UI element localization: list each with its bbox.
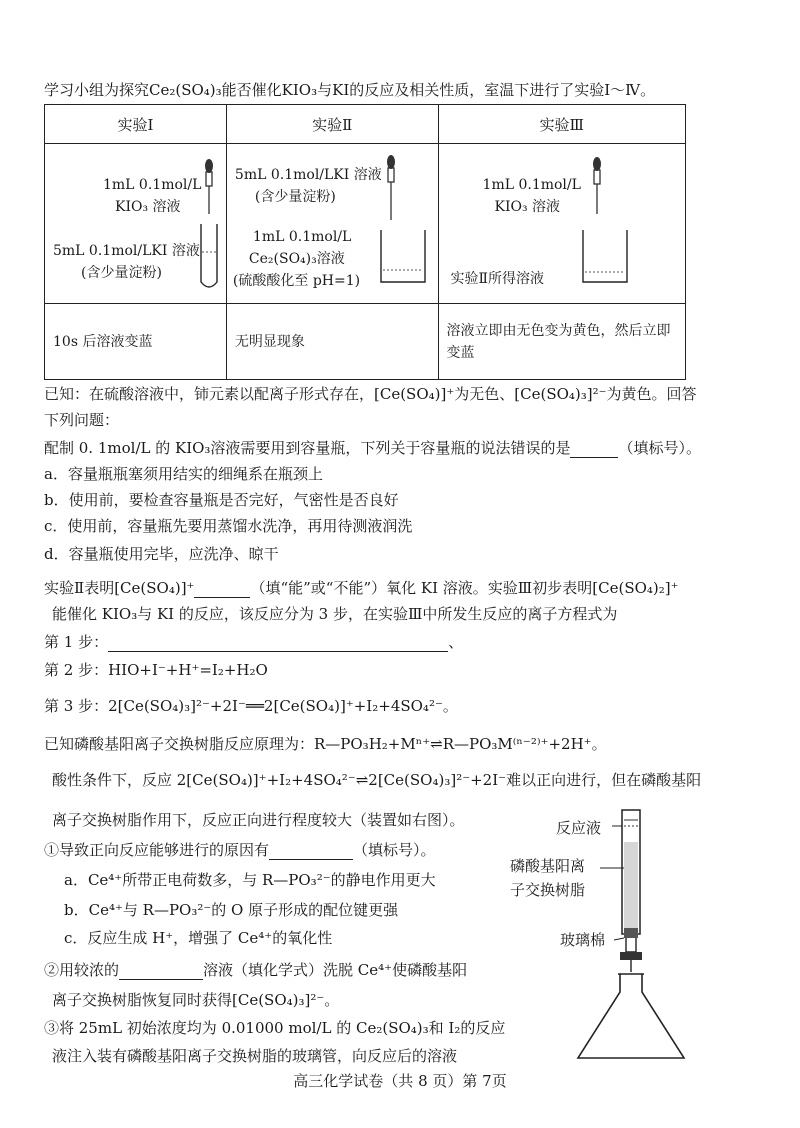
- exp2-reagent-top-2: (含少量淀粉): [254, 189, 336, 205]
- exp1-result: 10s 后溶液变蓝: [45, 304, 227, 380]
- header-exp3: 实验Ⅲ: [438, 105, 685, 144]
- step-1-tail: 、: [448, 633, 464, 651]
- exp2-reagent-bottom-1: 1mL 0.1mol/L: [252, 229, 352, 245]
- q2-text-b: （填“能”或“不能”）氧化 KI 溶液。实验Ⅲ初步表明[Ce(SO₄)₂]⁺: [250, 579, 679, 597]
- experiment-table: [44, 104, 686, 380]
- q3-line-3: 离子交换树脂作用下，反应正向进行程度较大（装置如右图）。: [52, 811, 465, 829]
- exp2-reagent-bottom-2: Ce₂(SO₄)₃溶液: [248, 251, 345, 267]
- q3-option-a: a．Ce⁴⁺所带正电荷数多，与 R—PO₃²⁻的静电作用更大: [64, 871, 436, 889]
- q3-option-b: b．Ce⁴⁺与 R—PO₃²⁻的 O 原子形成的配位键更强: [64, 901, 399, 919]
- step-2: 第 2 步：HIO+I⁻+H⁺=I₂+H₂O: [44, 661, 268, 679]
- exp1-reagent-top-1: 1mL 0.1mol/L: [103, 177, 202, 193]
- q2-answer-blank[interactable]: [194, 581, 250, 598]
- exp3-reagent-top-1: 1mL 0.1mol/L: [482, 177, 581, 193]
- exp3-reagent-bottom-1: 实验Ⅱ所得溶液: [450, 271, 545, 287]
- exp1-reagent-bottom-2: (含少量淀粉): [81, 265, 162, 281]
- exp1-diagram-cell: [45, 144, 227, 304]
- q3-sub2-answer-blank[interactable]: [119, 963, 203, 980]
- q1-option-c: c．使用前，容量瓶先要用蒸馏水洗净，再用待测液润洗: [44, 517, 413, 535]
- q3-sub2: [44, 960, 467, 980]
- q2-text-a: 实验Ⅱ表明[Ce(SO₄)]⁺: [44, 579, 195, 597]
- label-resin-1: 磷酸基阳离: [510, 857, 586, 875]
- known-line-2: 下列问题：: [44, 411, 120, 429]
- q2-line-2: 能催化 KIO₃与 KI 的反应，该反应分为 3 步，在实验Ⅲ中所发生反应的离子方程式为: [52, 605, 618, 623]
- exp3-reagent-top-2: KIO₃ 溶液: [494, 199, 561, 215]
- exp1-reagent-bottom-1: 5mL 0.1mol/LKI 溶液: [53, 243, 200, 259]
- label-reaction-liquid: 反应液: [556, 819, 602, 837]
- beaker-dropper-icon: [579, 150, 649, 300]
- q3-sub2-text-b: 溶液（填化学式）洗脱 Ce⁴⁺使磷酸基阳: [203, 961, 468, 979]
- q3-sub3-line-2: 液注入装有磷酸基阳离子交换树脂的玻璃管，向反应后的溶液: [52, 1047, 458, 1065]
- ion-exchange-column-icon: [568, 806, 698, 1066]
- q1-option-a: a．容量瓶瓶塞须用结实的细绳系在瓶颈上: [44, 465, 323, 483]
- q3-sub2-text-a: ②用较浓的: [44, 961, 120, 979]
- q3-option-c: c．反应生成 H⁺，增强了 Ce⁴⁺的氧化性: [64, 929, 333, 947]
- q1-tail: （填标号）。: [618, 439, 701, 457]
- exp2-diagram-cell: [226, 144, 438, 304]
- known-line-1: 已知：在硫酸溶液中，铈元素以配离子形式存在，[Ce(SO₄)]⁺为无色、[Ce(SO₄)₃]²⁻为黄色。回答: [44, 385, 697, 403]
- header-exp1: 实验Ⅰ: [45, 105, 227, 144]
- exp2-result: 无明显现象: [226, 304, 438, 380]
- label-glass-wool: 玻璃棉: [560, 931, 606, 949]
- q3-sub1-answer-blank[interactable]: [269, 843, 353, 860]
- exp2-reagent-bottom-3: (硫酸酸化至 pH=1): [232, 273, 361, 289]
- q3-line-2: 酸性条件下，反应 2[Ce(SO₄)]⁺+I₂+4SO₄²⁻⇌2[Ce(SO₄)₃]²⁻+2I⁻难以正向进行，但在磷酸基阳: [52, 771, 702, 789]
- beaker-dropper-icon: [375, 150, 435, 300]
- label-resin-2: 子交换树脂: [510, 881, 586, 899]
- header-exp2: 实验Ⅱ: [226, 105, 438, 144]
- exp2-reagent-top-1: 5mL 0.1mol/LKI 溶液: [234, 167, 382, 183]
- step-1-answer-blank[interactable]: [108, 635, 448, 652]
- intro-text: 学习小组为探究Ce₂(SO₄)₃能否催化KIO₃与KI的反应及相关性质，室温下进行了实验Ⅰ～Ⅳ。: [44, 81, 656, 99]
- q3-sub1: [44, 840, 436, 860]
- q1-option-b: b．使用前，要检查容量瓶是否完好，气密性是否良好: [44, 491, 399, 509]
- exp3-diagram-cell: [438, 144, 685, 304]
- q3-sub3-line-1: ③将 25mL 初始浓度均为 0.01000 mol/L 的 Ce₂(SO₄)₃和 I₂的反应: [44, 1019, 506, 1037]
- q1-answer-blank[interactable]: [570, 441, 618, 458]
- q3-line-1: 已知磷酸基阳离子交换树脂反应原理为：R—PO₃H₂+Mⁿ⁺⇌R—PO₃M⁽ⁿ⁻²⁾⁺+2H⁺。: [44, 735, 607, 753]
- q2-stem: [44, 578, 679, 598]
- step-1: [44, 632, 463, 652]
- q3-sub1-text: ①导致正向反应能够进行的原因有: [44, 841, 270, 859]
- q1-stem: [44, 438, 701, 458]
- exp3-result: 溶液立即由无色变为黄色，然后立即变蓝: [438, 304, 685, 380]
- step-1-label: 第 1 步：: [44, 633, 109, 651]
- q1-text: 配制 0. 1mol/L 的 KIO₃溶液需要用到容量瓶，下列关于容量瓶的说法错误的是: [44, 439, 571, 457]
- q3-sub1-tail: （填标号）。: [353, 841, 436, 859]
- q1-option-d: d．容量瓶使用完毕，应洗净、晾干: [44, 545, 279, 563]
- page-footer: 高三化学试卷（共 8 页）第 7页: [293, 1072, 507, 1090]
- step-3: 第 3 步：2[Ce(SO₄)₃]²⁻+2I⁻══2[Ce(SO₄)]⁺+I₂+4SO₄²⁻。: [44, 697, 458, 715]
- exp1-reagent-top-2: KIO₃ 溶液: [115, 199, 181, 215]
- q3-sub2-line-2: 离子交换树脂恢复同时获得[Ce(SO₄)₃]²⁻。: [52, 991, 340, 1009]
